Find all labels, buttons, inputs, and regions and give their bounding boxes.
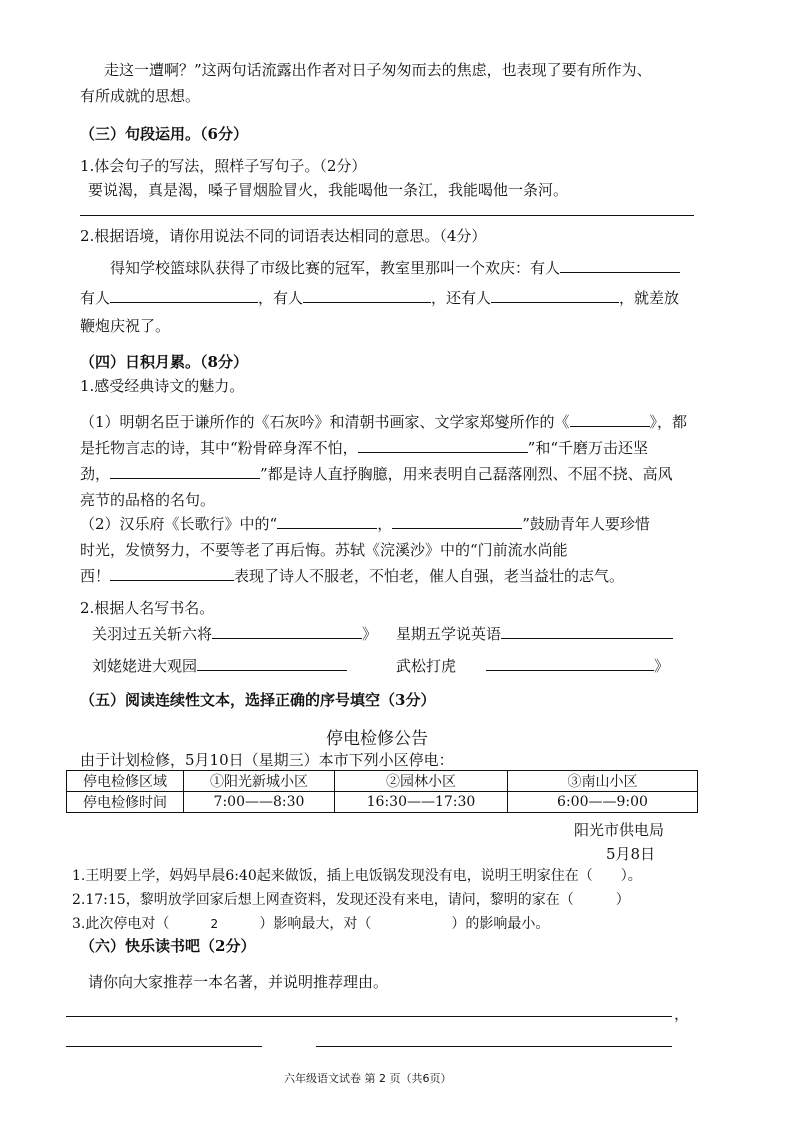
sec3-q1-example: 要说渴，真是渴，嗓子冒烟脸冒火，我能喝他一条江，我能喝他一条河。 <box>88 181 569 199</box>
sec4-p1f: ”都是诗人直抒胸臆，用来表明自己磊落刚烈、不屈不挠、高风 <box>260 465 673 483</box>
notice-intro: 由于计划检修，5月10日（星期三）本市下列小区停电： <box>80 751 454 769</box>
blank-poem-title[interactable] <box>570 412 650 427</box>
sec5-q3b: ）影响最大，对（ <box>259 916 372 932</box>
sec3-q1-title: 1.体会句子的写法，照样子写句子。（2分） <box>80 157 367 175</box>
table-cell: 停电检修区域 <box>67 771 184 792</box>
book-liulaolao: 刘姥姥进大观园 <box>92 657 198 675</box>
blank-changgexing-1[interactable] <box>277 514 377 529</box>
blank-changgexing-2[interactable] <box>392 514 522 529</box>
page-footer: 六年级语文试卷 第 2 页（共6页） <box>284 1072 452 1085</box>
sec4-p2b: ， <box>377 515 393 533</box>
sec3-q2-line1-text: 得知学校篮球队获得了市级比赛的冠军，教室里那叫一个欢庆：有人 <box>110 259 561 277</box>
book-row1-left <box>92 624 377 644</box>
book-row2-right <box>396 656 669 676</box>
sec3-q2-jiucha: ，就差放 <box>619 289 680 307</box>
book-wusong-close: 》 <box>654 657 670 675</box>
sec3-q2-line1 <box>110 258 680 278</box>
sec4-p1g: 亮节的品格的名句。 <box>80 491 216 509</box>
table-cell: ①阳光新城小区 <box>184 771 335 792</box>
sec5-q1: 1.王明要上学，妈妈早晨6:40起来做饭，插上电饭锅发现没有电，说明王明家住在（ ）。 <box>72 868 642 884</box>
blank-shihuiyin-line[interactable] <box>358 438 528 453</box>
sec4-p2e: 西！ <box>80 567 111 585</box>
notice-date: 5月8日 <box>606 845 656 863</box>
sec4-p2a: （2）汉乐府《长歌行》中的“ <box>80 515 278 533</box>
sec3-q2-comma-youren: ，有人 <box>258 289 304 307</box>
sec4-p1b: 》，都 <box>649 413 688 431</box>
blank-book-liulaolao[interactable] <box>197 656 347 671</box>
sec6-answer-line-2b[interactable] <box>316 1046 672 1047</box>
section6-title: （六）快乐读书吧（2分） <box>80 937 256 955</box>
sec3-q2-comma-haiyouren: ，还有人 <box>431 289 492 307</box>
sec3-q2-line2 <box>80 288 679 308</box>
sec3-q2-line3: 鞭炮庆祝了。 <box>80 317 171 335</box>
sec4-p2-line3 <box>80 566 624 586</box>
sec5-q2: 2.17:15，黎明放学回家后想上网查资料，发现还没有来电，请问，黎明的家在（ ） <box>72 892 630 908</box>
sec5-q3c: ）的影响最小。 <box>451 916 550 932</box>
sec4-q2-title: 2.根据人名写书名。 <box>80 599 215 617</box>
book-guanyu-close: 》 <box>362 625 378 643</box>
section4-title: （四）日积月累。（8分） <box>80 353 248 371</box>
blank-zhushi-line[interactable] <box>110 464 260 479</box>
blank-youren-1[interactable] <box>560 258 680 273</box>
sec4-p1d: ”和“千磨万击还坚 <box>527 439 649 457</box>
blank-youren-3[interactable] <box>303 288 431 303</box>
top-para-line2: 有所成就的思想。 <box>80 87 201 105</box>
sec6-answer-line-1[interactable] <box>66 1016 672 1017</box>
table-row <box>67 792 698 813</box>
section5-title: （五）阅读连续性文本，选择正确的序号填空（3分） <box>80 691 436 709</box>
table-cell: 6:00——9:00 <box>508 792 698 813</box>
sec6-answer-line-2a[interactable] <box>66 1046 262 1047</box>
sec4-p2f: 表现了诗人不服老，不怕老，催人自强，老当益壮的志气。 <box>234 567 625 585</box>
table-cell: ③南山小区 <box>508 771 698 792</box>
sec5-q3a: 3.此次停电对（ <box>72 916 170 932</box>
blank-haiyouren[interactable] <box>491 288 619 303</box>
sec4-p2d: 时光，发愤努力，不要等老了再后悔。苏轼《浣溪沙》中的“门前流水尚能 <box>80 541 568 559</box>
sec4-p1-line2 <box>80 438 648 458</box>
blank-book-wusong[interactable] <box>486 656 654 671</box>
notice-signature: 阳光市供电局 <box>574 821 665 839</box>
book-xingqiwu: 星期五学说英语 <box>396 625 502 643</box>
section3-title: （三）句段运用。（6分） <box>80 125 248 143</box>
sec4-q1-title: 1.感受经典诗文的魅力。 <box>80 377 245 395</box>
blank-youren-2[interactable] <box>110 288 258 303</box>
sec6-comma: ， <box>674 1005 690 1023</box>
table-cell: 停电检修时间 <box>67 792 184 813</box>
sec6-prompt: 请你向大家推荐一本名著，并说明推荐理由。 <box>88 973 389 991</box>
sec4-p2-line1 <box>80 514 650 534</box>
sec5-q3 <box>72 914 549 934</box>
sec4-p1a: （1）明朝名臣于谦所作的《石灰吟》和清朝书画家、文学家郑燮所作的《 <box>80 413 570 431</box>
outage-table <box>66 770 698 813</box>
book-guanyu: 关羽过五关斩六将 <box>92 625 213 643</box>
book-row2-left <box>92 656 347 676</box>
sec3-q2-youren: 有人 <box>80 289 111 307</box>
sec4-p1c: 是托物言志的诗，其中“粉骨碎身浑不怕， <box>80 439 358 457</box>
table-cell: ②园林小区 <box>335 771 508 792</box>
top-para-line1: 走这一遭啊？”这两句话流露出作者对日子匆匆而去的焦虑，也表现了要有所作为、 <box>104 61 652 79</box>
sec4-p2c: ”鼓励青年人要珍惜 <box>522 515 650 533</box>
sec4-p1-line1 <box>80 412 687 432</box>
q3-handwritten-answer[interactable]: 2 <box>210 917 219 931</box>
book-row1-right <box>396 624 673 644</box>
notice-title: 停电检修公告 <box>326 729 428 749</box>
table-cell: 7:00——8:30 <box>184 792 335 813</box>
table-cell: 16:30——17:30 <box>335 792 508 813</box>
table-row <box>67 771 698 792</box>
blank-huanxisha[interactable] <box>110 566 234 581</box>
sec3-q2-title: 2.根据语境，请你用说法不同的词语表达相同的意思。（4分） <box>80 227 487 245</box>
sec3-q1-answer-line[interactable] <box>80 215 694 216</box>
sec4-p1e: 劲， <box>80 465 111 483</box>
sec4-p1-line3 <box>80 464 673 484</box>
blank-book-xingqiwu[interactable] <box>501 624 673 639</box>
blank-book-guanyu[interactable] <box>212 624 362 639</box>
book-wusong: 武松打虎 <box>396 657 457 675</box>
